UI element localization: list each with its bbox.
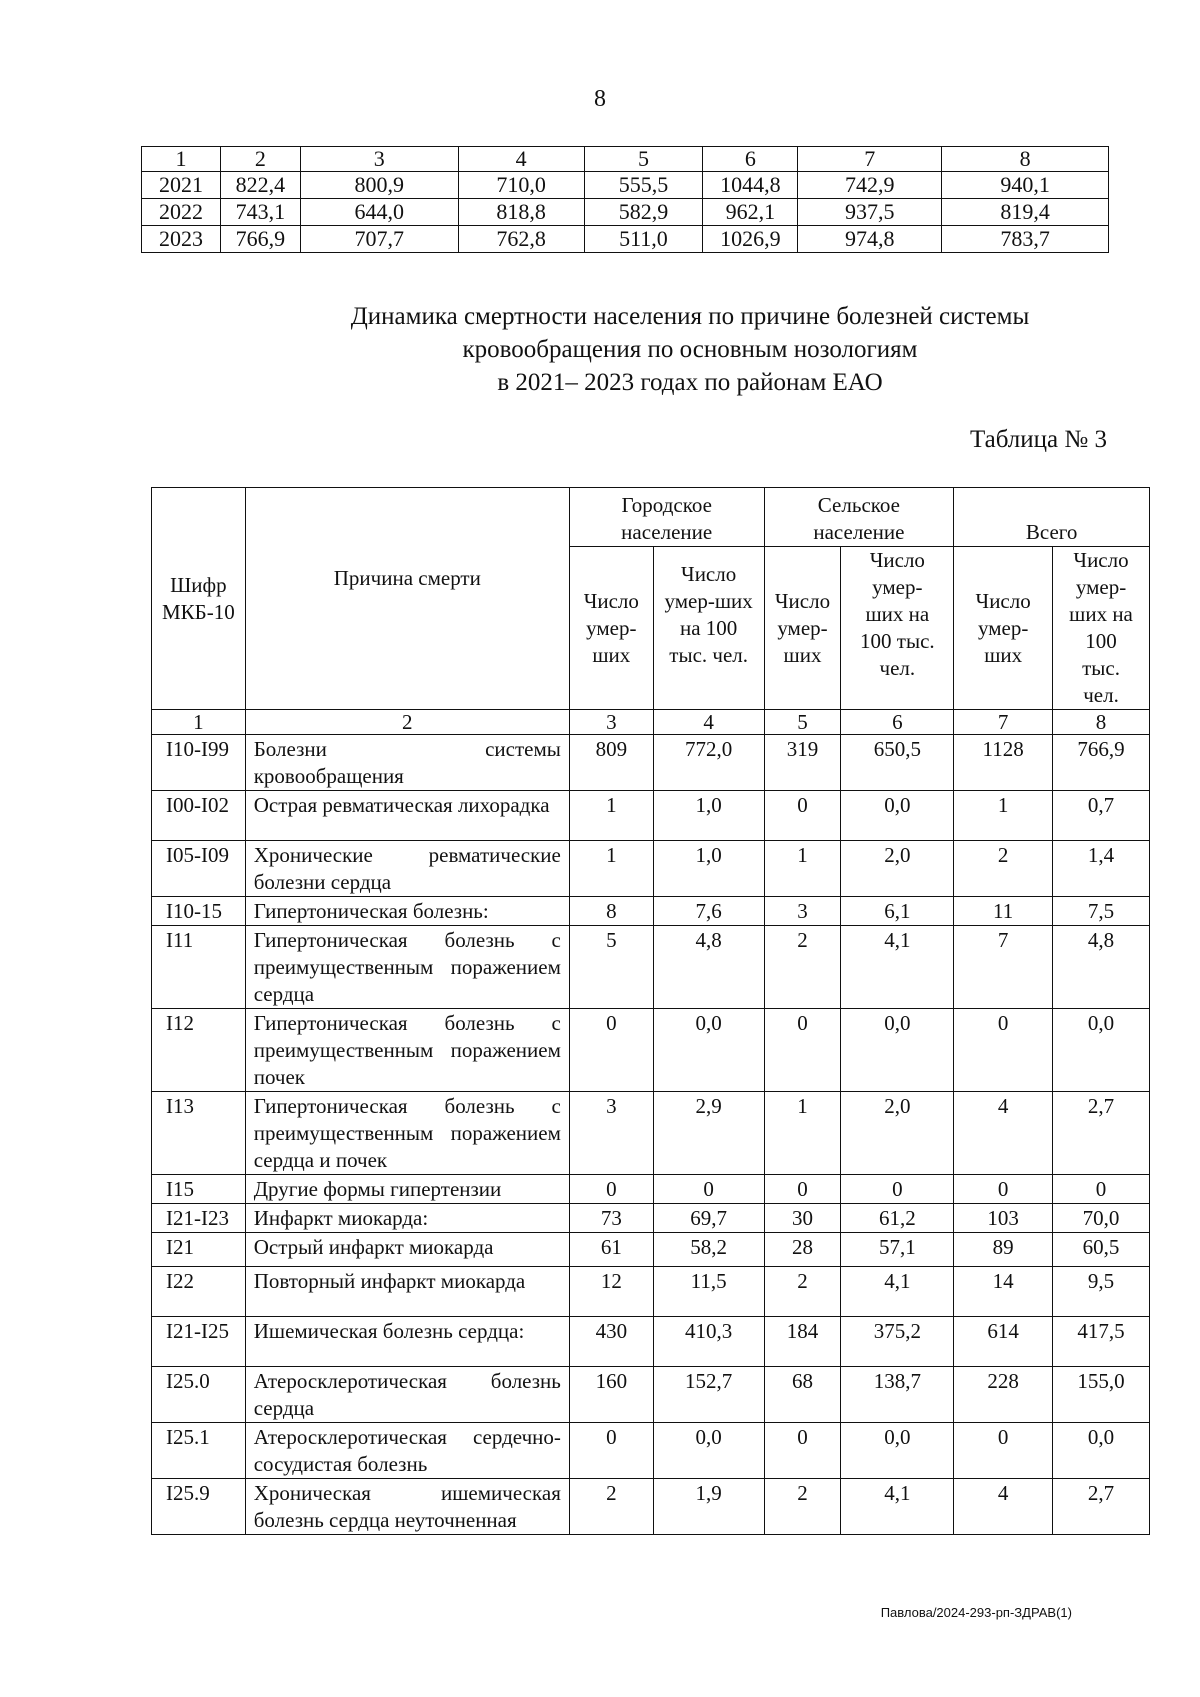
value-cell: 0,0 <box>841 1009 954 1092</box>
table-row <box>152 1267 1150 1317</box>
icd-code-cell: I10-15 <box>152 897 246 926</box>
icd-code-cell: I12 <box>152 1009 246 1092</box>
value-cell: 5 <box>569 926 653 1009</box>
column-index-cell: 2 <box>220 147 300 172</box>
icd-code-cell: I00-I02 <box>152 791 246 841</box>
table-header-row <box>142 147 1109 172</box>
column-index-cell: 5 <box>584 147 703 172</box>
value-cell: 3 <box>569 1092 653 1175</box>
value-cell: 0 <box>954 1009 1053 1092</box>
value-cell: 644,0 <box>300 199 458 226</box>
value-cell: 2 <box>764 926 841 1009</box>
value-cell: 69,7 <box>653 1204 764 1233</box>
table-row <box>152 735 1150 791</box>
icd-code-cell: I10-I99 <box>152 735 246 791</box>
column-index-cell: 2 <box>245 710 569 735</box>
value-cell: 962,1 <box>703 199 798 226</box>
table-row <box>152 791 1150 841</box>
title-line: Динамика смертности населения по причине болезней системы <box>350 303 1030 330</box>
value-cell: 61,2 <box>841 1204 954 1233</box>
header-code: Шифр МКБ-10 <box>152 488 246 710</box>
value-cell: 2,9 <box>653 1092 764 1175</box>
value-cell: 8 <box>569 897 653 926</box>
year-cell: 2021 <box>142 172 221 199</box>
value-cell: 0 <box>764 1009 841 1092</box>
value-cell: 0 <box>653 1175 764 1204</box>
table-row <box>152 897 1150 926</box>
value-cell: 68 <box>764 1367 841 1423</box>
year-cell: 2023 <box>142 226 221 253</box>
cause-cell: Хроническая ишемическая болезнь сердца неуточненная <box>245 1479 569 1535</box>
value-cell: 0,0 <box>653 1423 764 1479</box>
value-cell: 6,1 <box>841 897 954 926</box>
column-index-cell: 7 <box>798 147 942 172</box>
value-cell: 0 <box>1053 1175 1150 1204</box>
icd-code-cell: I25.0 <box>152 1367 246 1423</box>
value-cell: 4,1 <box>841 926 954 1009</box>
value-cell: 0,0 <box>1053 1009 1150 1092</box>
value-cell: 1 <box>764 1092 841 1175</box>
table-row <box>142 199 1109 226</box>
value-cell: 0 <box>764 1423 841 1479</box>
mortality-table <box>151 487 1150 1535</box>
value-cell: 4 <box>954 1479 1053 1535</box>
value-cell: 2 <box>569 1479 653 1535</box>
value-cell: 2 <box>954 841 1053 897</box>
value-cell: 11,5 <box>653 1267 764 1317</box>
value-cell: 73 <box>569 1204 653 1233</box>
table-row <box>152 926 1150 1009</box>
icd-code-cell: I15 <box>152 1175 246 1204</box>
value-cell: 319 <box>764 735 841 791</box>
cause-cell: Хронические ревматические болезни сердца <box>245 841 569 897</box>
value-cell: 2,7 <box>1053 1479 1150 1535</box>
header-deaths: Число умер-ших <box>954 547 1053 710</box>
value-cell: 1 <box>954 791 1053 841</box>
table-row <box>152 841 1150 897</box>
icd-code-cell: I21-I25 <box>152 1317 246 1367</box>
value-cell: 800,9 <box>300 172 458 199</box>
value-cell: 0 <box>569 1423 653 1479</box>
value-cell: 0 <box>954 1423 1053 1479</box>
title-line: кровообращения по основным нозологиям <box>462 336 918 363</box>
value-cell: 0 <box>764 1175 841 1204</box>
table-row <box>152 1009 1150 1092</box>
value-cell: 30 <box>764 1204 841 1233</box>
column-index-cell: 3 <box>300 147 458 172</box>
cause-cell: Острый инфаркт миокарда <box>245 1233 569 1267</box>
cause-cell: Другие формы гипертензии <box>245 1175 569 1204</box>
value-cell: 742,9 <box>798 172 942 199</box>
value-cell: 707,7 <box>300 226 458 253</box>
value-cell: 0 <box>841 1175 954 1204</box>
value-cell: 511,0 <box>584 226 703 253</box>
column-index-cell: 8 <box>1053 710 1150 735</box>
icd-code-cell: I25.9 <box>152 1479 246 1535</box>
value-cell: 0 <box>764 791 841 841</box>
header-rate: Число умер-ших на 100 тыс. чел. <box>653 547 764 710</box>
header-deaths: Число умер-ших <box>764 547 841 710</box>
value-cell: 818,8 <box>458 199 584 226</box>
value-cell: 152,7 <box>653 1367 764 1423</box>
column-index-cell: 1 <box>152 710 246 735</box>
continuation-table <box>141 146 1109 253</box>
value-cell: 417,5 <box>1053 1317 1150 1367</box>
column-index-cell: 8 <box>942 147 1109 172</box>
value-cell: 160 <box>569 1367 653 1423</box>
value-cell: 2 <box>764 1479 841 1535</box>
value-cell: 772,0 <box>653 735 764 791</box>
cause-cell: Атеросклеротическая сердечно-сосудистая болезнь <box>245 1423 569 1479</box>
value-cell: 822,4 <box>220 172 300 199</box>
value-cell: 1026,9 <box>703 226 798 253</box>
cause-cell: Гипертоническая болезнь с преимущественным поражением почек <box>245 1009 569 1092</box>
header-rural: Сельское население <box>764 488 954 547</box>
value-cell: 430 <box>569 1317 653 1367</box>
cause-cell: Ишемическая болезнь сердца: <box>245 1317 569 1367</box>
value-cell: 58,2 <box>653 1233 764 1267</box>
value-cell: 1128 <box>954 735 1053 791</box>
column-index-cell: 6 <box>841 710 954 735</box>
value-cell: 138,7 <box>841 1367 954 1423</box>
table-row <box>152 1092 1150 1175</box>
table-row <box>152 1175 1150 1204</box>
value-cell: 4,1 <box>841 1479 954 1535</box>
value-cell: 2,7 <box>1053 1092 1150 1175</box>
table-row <box>152 1423 1150 1479</box>
header-rate: Число умер-ших на 100 тыс. чел. <box>1053 547 1150 710</box>
cause-cell: Повторный инфаркт миокарда <box>245 1267 569 1317</box>
header-urban: Городское население <box>569 488 764 547</box>
value-cell: 3 <box>764 897 841 926</box>
value-cell: 937,5 <box>798 199 942 226</box>
column-index-cell: 1 <box>142 147 221 172</box>
value-cell: 11 <box>954 897 1053 926</box>
value-cell: 103 <box>954 1204 1053 1233</box>
value-cell: 70,0 <box>1053 1204 1150 1233</box>
icd-code-cell: I11 <box>152 926 246 1009</box>
icd-code-cell: I21-I23 <box>152 1204 246 1233</box>
value-cell: 4,1 <box>841 1267 954 1317</box>
value-cell: 819,4 <box>942 199 1109 226</box>
value-cell: 766,9 <box>220 226 300 253</box>
value-cell: 0,0 <box>1053 1423 1150 1479</box>
cause-cell: Гипертоническая болезнь с преимущественным поражением сердца <box>245 926 569 1009</box>
value-cell: 1 <box>569 841 653 897</box>
value-cell: 89 <box>954 1233 1053 1267</box>
value-cell: 1,0 <box>653 791 764 841</box>
value-cell: 61 <box>569 1233 653 1267</box>
value-cell: 766,9 <box>1053 735 1150 791</box>
cause-cell: Гипертоническая болезнь: <box>245 897 569 926</box>
value-cell: 1044,8 <box>703 172 798 199</box>
value-cell: 7,6 <box>653 897 764 926</box>
value-cell: 28 <box>764 1233 841 1267</box>
value-cell: 710,0 <box>458 172 584 199</box>
value-cell: 0,0 <box>841 791 954 841</box>
value-cell: 0 <box>569 1175 653 1204</box>
table-row <box>152 1317 1150 1367</box>
column-index-cell: 6 <box>703 147 798 172</box>
value-cell: 155,0 <box>1053 1367 1150 1423</box>
value-cell: 1,0 <box>653 841 764 897</box>
value-cell: 2 <box>764 1267 841 1317</box>
value-cell: 614 <box>954 1317 1053 1367</box>
value-cell: 410,3 <box>653 1317 764 1367</box>
cause-cell: Гипертоническая болезнь с преимущественным поражением сердца и почек <box>245 1092 569 1175</box>
value-cell: 7 <box>954 926 1053 1009</box>
value-cell: 0,0 <box>841 1423 954 1479</box>
header-cause: Причина смерти <box>245 488 569 710</box>
value-cell: 228 <box>954 1367 1053 1423</box>
column-index-cell: 5 <box>764 710 841 735</box>
table-row <box>142 172 1109 199</box>
cause-cell: Инфаркт миокарда: <box>245 1204 569 1233</box>
year-cell: 2022 <box>142 199 221 226</box>
value-cell: 57,1 <box>841 1233 954 1267</box>
icd-code-cell: I13 <box>152 1092 246 1175</box>
value-cell: 1 <box>569 791 653 841</box>
value-cell: 0,0 <box>653 1009 764 1092</box>
value-cell: 582,9 <box>584 199 703 226</box>
value-cell: 7,5 <box>1053 897 1150 926</box>
value-cell: 1,4 <box>1053 841 1150 897</box>
value-cell: 184 <box>764 1317 841 1367</box>
value-cell: 783,7 <box>942 226 1109 253</box>
value-cell: 2,0 <box>841 841 954 897</box>
value-cell: 1,9 <box>653 1479 764 1535</box>
value-cell: 4,8 <box>653 926 764 1009</box>
value-cell: 555,5 <box>584 172 703 199</box>
header-rate: Число умер-ших на 100 тыс. чел. <box>841 547 954 710</box>
header-deaths: Число умер-ших <box>569 547 653 710</box>
value-cell: 9,5 <box>1053 1267 1150 1317</box>
icd-code-cell: I05-I09 <box>152 841 246 897</box>
page-number: 8 <box>594 86 606 112</box>
value-cell: 375,2 <box>841 1317 954 1367</box>
cause-cell: Болезни системы кровообращения <box>245 735 569 791</box>
value-cell: 0,7 <box>1053 791 1150 841</box>
value-cell: 809 <box>569 735 653 791</box>
cause-cell: Атеросклеротическая болезнь сердца <box>245 1367 569 1423</box>
value-cell: 0 <box>954 1175 1053 1204</box>
icd-code-cell: I25.1 <box>152 1423 246 1479</box>
value-cell: 60,5 <box>1053 1233 1150 1267</box>
table-row <box>142 226 1109 253</box>
column-index-row <box>152 710 1150 735</box>
table-caption: Таблица № 3 <box>969 426 1107 453</box>
value-cell: 743,1 <box>220 199 300 226</box>
document-footer: Павлова/2024-293-рп-ЗДРАВ(1) <box>880 1605 1072 1620</box>
header-total: Всего <box>954 488 1150 547</box>
title-line: в 2021– 2023 годах по районам ЕАО <box>497 369 883 396</box>
value-cell: 1 <box>764 841 841 897</box>
value-cell: 2,0 <box>841 1092 954 1175</box>
table-row <box>152 1367 1150 1423</box>
table-title <box>200 300 1180 399</box>
value-cell: 650,5 <box>841 735 954 791</box>
column-index-cell: 4 <box>653 710 764 735</box>
value-cell: 4 <box>954 1092 1053 1175</box>
value-cell: 14 <box>954 1267 1053 1317</box>
icd-code-cell: I22 <box>152 1267 246 1317</box>
column-index-cell: 4 <box>458 147 584 172</box>
value-cell: 4,8 <box>1053 926 1150 1009</box>
table-row <box>152 1233 1150 1267</box>
value-cell: 0 <box>569 1009 653 1092</box>
cause-cell: Острая ревматическая лихорадка <box>245 791 569 841</box>
value-cell: 12 <box>569 1267 653 1317</box>
value-cell: 940,1 <box>942 172 1109 199</box>
column-index-cell: 7 <box>954 710 1053 735</box>
column-index-cell: 3 <box>569 710 653 735</box>
table-row <box>152 1204 1150 1233</box>
value-cell: 762,8 <box>458 226 584 253</box>
icd-code-cell: I21 <box>152 1233 246 1267</box>
table-row <box>152 1479 1150 1535</box>
value-cell: 974,8 <box>798 226 942 253</box>
